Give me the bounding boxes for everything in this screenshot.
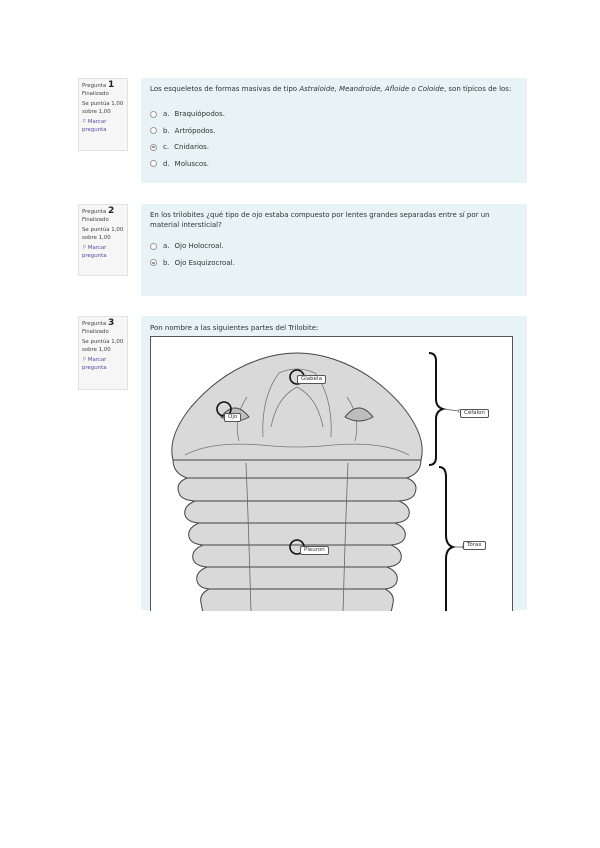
answer-option-c[interactable]: c. Cnidarios. — [150, 139, 518, 156]
radio-button[interactable] — [150, 111, 157, 118]
answer-list — [150, 238, 518, 271]
answer-list — [150, 106, 518, 172]
question-1-info — [78, 78, 128, 151]
brackets — [429, 353, 453, 611]
flag-icon: ⚐ — [82, 245, 87, 252]
label-ojo[interactable]: Ojo — [224, 413, 241, 422]
label-glabela[interactable]: Glabela — [297, 375, 326, 384]
question-status: Finalizado — [82, 216, 109, 223]
answer-option-b[interactable]: b. Artrópodos. — [150, 123, 518, 140]
answer-option-a[interactable]: a. Braquiópodos. — [150, 106, 518, 123]
question-3-text: Pon nombre a las siguientes partes del Trilobite: — [150, 324, 319, 332]
question-1-text: Los esqueletos de formas masivas de tipo Astraloide, Meandroide, Afloide o Coloide, son típicos de los: — [150, 85, 512, 93]
flag-icon: ⚐ — [82, 357, 87, 364]
question-score: Se puntúa 1,00 sobre 1,00 — [82, 339, 124, 353]
answer-option-b[interactable]: b. Ojo Esquizocroal. — [150, 255, 518, 272]
question-number: Pregunta 2 — [82, 206, 115, 216]
label-torax[interactable]: Tórax — [463, 541, 486, 550]
question-score: Se puntúa 1,00 sobre 1,00 — [82, 227, 124, 241]
thorax-segments — [173, 448, 421, 611]
question-2-content — [141, 204, 527, 296]
question-1-content — [141, 78, 527, 183]
radio-button[interactable] — [150, 127, 157, 134]
question-number: Pregunta 3 — [82, 318, 115, 328]
flag-question-link[interactable]: ⚐Marcar pregunta — [82, 119, 107, 133]
flag-icon: ⚐ — [82, 119, 87, 126]
question-2-info — [78, 204, 128, 276]
question-status: Finalizado — [82, 90, 109, 97]
answer-option-d[interactable]: d. Moluscos. — [150, 156, 518, 173]
question-2-text: En los trilobites ¿qué tipo de ojo estaba compuesto por lentes grandes separadas entre sí por un material intersticial? — [150, 211, 490, 229]
question-number: Pregunta 1 — [82, 80, 115, 90]
flag-question-link[interactable]: ⚐Marcar pregunta — [82, 245, 107, 259]
trilobite-figure — [150, 336, 513, 611]
question-status: Finalizado — [82, 328, 109, 335]
radio-button[interactable] — [150, 243, 157, 250]
question-score: Se puntúa 1,00 sobre 1,00 — [82, 101, 124, 115]
radio-button-selected[interactable] — [150, 259, 157, 266]
flag-question-link[interactable]: ⚐Marcar pregunta — [82, 357, 107, 371]
answer-option-a[interactable]: a. Ojo Holocroal. — [150, 238, 518, 255]
trilobite-drawing — [151, 337, 513, 611]
label-cefalon[interactable]: Céfalon — [460, 409, 489, 418]
label-pleuron[interactable]: Pleuron — [300, 546, 329, 555]
radio-button-selected[interactable] — [150, 144, 157, 151]
radio-button[interactable] — [150, 160, 157, 167]
question-3-info — [78, 316, 128, 390]
